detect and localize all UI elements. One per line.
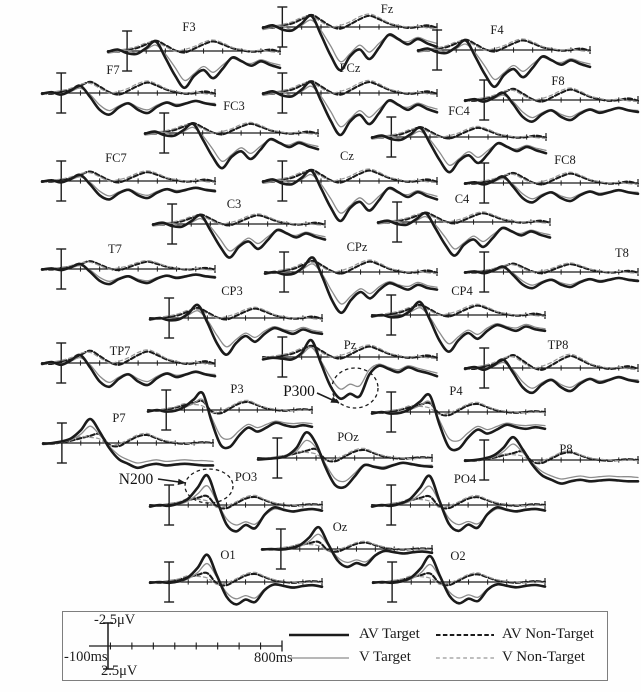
channel-plot-PO3 xyxy=(150,470,322,531)
channel-label-POz: POz xyxy=(337,430,359,444)
legend-label-v-non-target: V Non-Target xyxy=(502,649,585,665)
channel-label-CP3: CP3 xyxy=(221,284,243,298)
P4-v_t-trace xyxy=(372,401,545,441)
channel-label-C3: C3 xyxy=(226,197,242,211)
channel-label-P4: P4 xyxy=(449,384,463,398)
legend-scale-pos-uv: 2.5μV xyxy=(101,663,138,679)
channel-label-CP4: CP4 xyxy=(451,284,473,298)
channel-plot-F8 xyxy=(465,74,638,122)
channel-label-O2: O2 xyxy=(450,549,466,563)
channel-plot-O1 xyxy=(150,548,322,604)
legend-box xyxy=(62,611,608,681)
P3-v_t-trace xyxy=(148,399,312,439)
channel-plot-FC8 xyxy=(465,153,638,203)
channel-plot-F3 xyxy=(108,20,280,88)
channel-label-P7: P7 xyxy=(112,411,126,425)
legend-scale-end-ms: 800ms xyxy=(254,650,293,666)
channel-label-Pz: Pz xyxy=(343,338,357,352)
channel-label-F8: F8 xyxy=(551,74,565,88)
channel-label-F3: F3 xyxy=(182,20,196,34)
v-target-line-sample xyxy=(289,653,351,663)
channel-plot-C4 xyxy=(378,192,550,256)
channel-plot-TP8 xyxy=(465,338,638,393)
channel-plot-TP7 xyxy=(42,343,215,387)
channel-label-FCz: FCz xyxy=(339,61,361,75)
channel-label-T7: T7 xyxy=(108,242,122,256)
legend-label-av-target: AV Target xyxy=(359,626,420,642)
channel-label-Fz: Fz xyxy=(380,2,394,16)
channel-label-PO3: PO3 xyxy=(234,470,258,484)
POz-v_t-trace xyxy=(258,440,432,481)
legend-scale-neg-uv: -2.5μV xyxy=(94,612,136,628)
legend-scale-axis xyxy=(63,612,607,680)
channel-label-TP8: TP8 xyxy=(547,338,569,352)
channel-label-FC7: FC7 xyxy=(105,151,127,165)
Oz-av_nt-trace xyxy=(262,542,432,552)
channel-label-F7: F7 xyxy=(106,63,120,77)
channel-plot-FC3 xyxy=(145,99,318,168)
channel-plot-T8 xyxy=(465,246,638,292)
v-non-target-line-sample xyxy=(436,653,498,663)
channel-label-O1: O1 xyxy=(220,548,236,562)
channel-label-Oz: Oz xyxy=(332,520,348,534)
channel-label-C4: C4 xyxy=(454,192,470,206)
av-target-line-sample xyxy=(289,630,351,640)
channel-plot-O2 xyxy=(373,549,545,603)
channel-plot-FCz xyxy=(263,61,437,135)
channel-label-TP7: TP7 xyxy=(109,344,131,358)
PO3-v_nt-trace xyxy=(150,495,322,507)
PO4-v_nt-trace xyxy=(372,496,545,508)
channel-label-F4: F4 xyxy=(490,23,504,37)
channel-plot-C3 xyxy=(153,197,325,258)
channel-label-PO4: PO4 xyxy=(453,472,477,486)
channel-plot-P4 xyxy=(372,384,545,450)
channel-plot-P7 xyxy=(43,411,213,468)
av-non-target-line-sample xyxy=(436,630,498,640)
channel-plot-P8 xyxy=(465,437,638,483)
channel-plot-CP3 xyxy=(150,284,322,355)
channel-plot-Oz xyxy=(262,520,432,569)
channel-label-CPz: CPz xyxy=(346,240,368,254)
channel-plot-CPz xyxy=(265,240,437,313)
channel-plot-Fz xyxy=(263,2,437,70)
channel-plot-PO4 xyxy=(372,472,545,531)
annotation-text-p300: P300 xyxy=(283,383,315,400)
P3-av_t-trace xyxy=(148,392,312,448)
channel-plot-FC7 xyxy=(42,151,215,201)
channel-label-P3: P3 xyxy=(230,382,244,396)
legend-label-v-target: V Target xyxy=(359,649,411,665)
channel-plot-Cz xyxy=(263,149,437,221)
channel-plot-POz xyxy=(258,430,432,488)
channel-label-P8: P8 xyxy=(559,442,573,456)
legend-label-av-non-target: AV Non-Target xyxy=(502,626,594,642)
channel-label-FC8: FC8 xyxy=(554,153,576,167)
legend-scale-start-ms: -100ms xyxy=(64,649,108,665)
channel-label-Cz: Cz xyxy=(340,149,354,163)
channel-label-T8: T8 xyxy=(615,246,629,260)
channel-plot-CP4 xyxy=(372,284,545,352)
annotation-text-n200: N200 xyxy=(118,471,154,488)
channel-label-FC3: FC3 xyxy=(223,99,245,113)
channel-plot-T7 xyxy=(42,242,215,289)
channel-label-FC4: FC4 xyxy=(448,104,470,118)
